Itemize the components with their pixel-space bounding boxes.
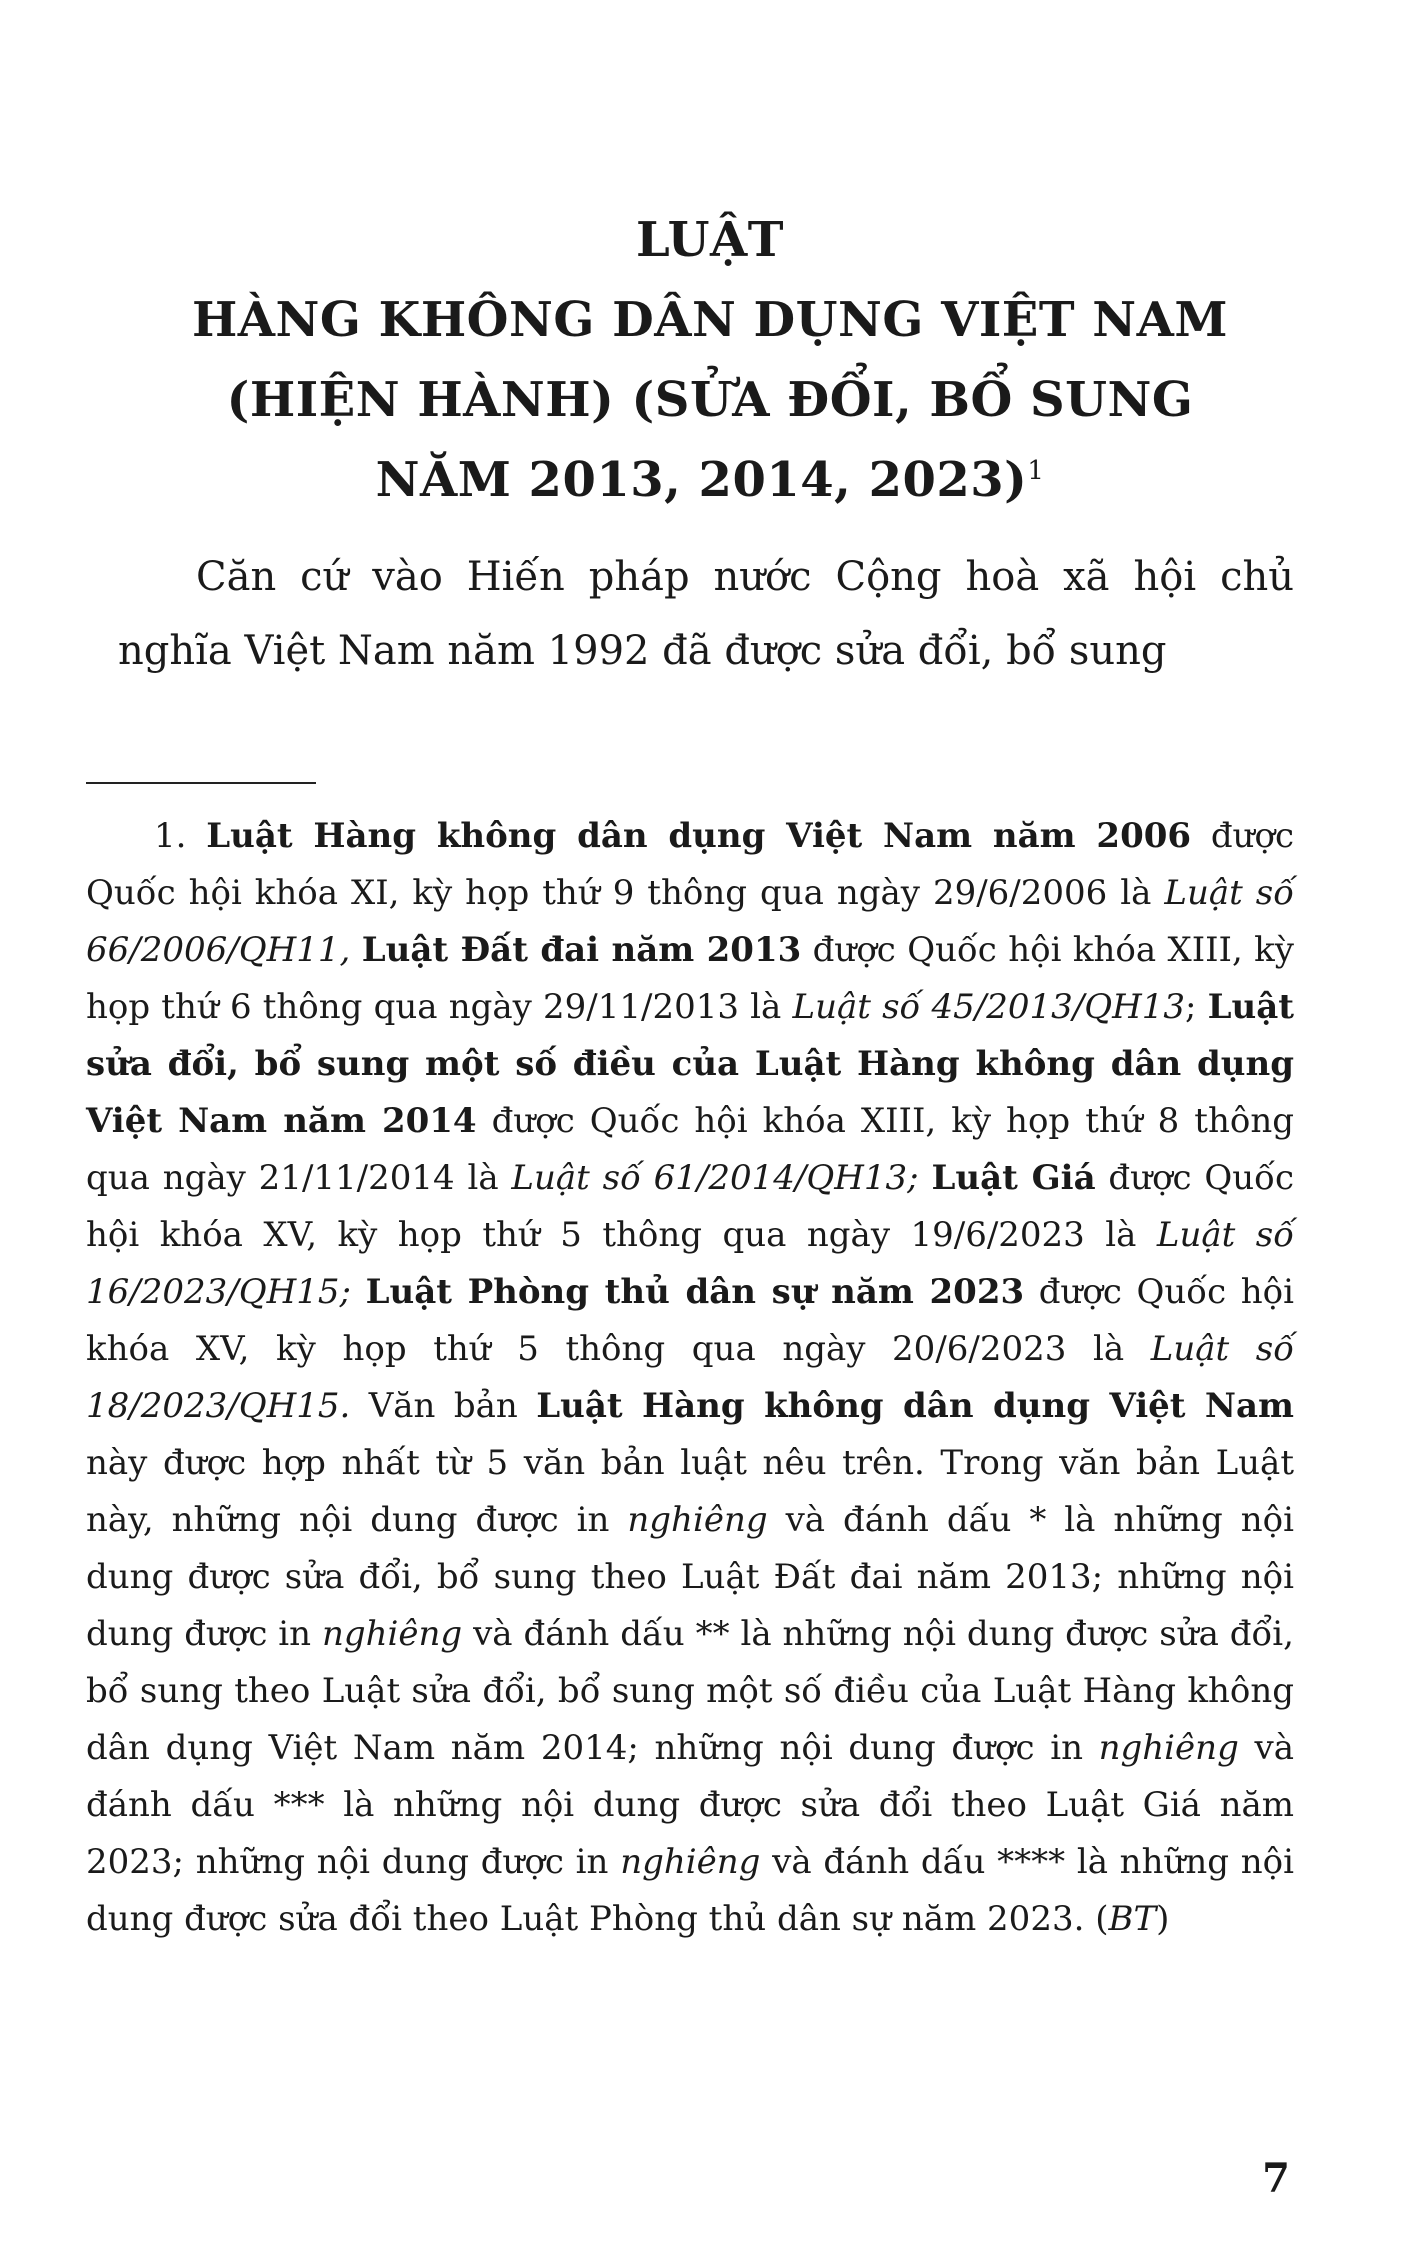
footnote-segment: Luật Giá: [931, 1158, 1096, 1198]
footnote-segment: này được hợp nhất từ 5 văn bản luật nêu trên. Trong văn bản Luật này, những nội dung được in: [86, 1443, 1294, 1540]
preamble-paragraph: Căn cứ vào Hiến pháp nước Cộng hoà xã hội chủ nghĩa Việt Nam năm 1992 đã được sửa đổi, bổ sung: [118, 554, 1294, 674]
footnote-segment: được Quốc hội khóa XV, kỳ họp thứ 5 thông qua ngày 20/6/2023 là: [86, 1272, 1295, 1369]
footnote-segment: Luật Hàng không dân dụng Việt Nam năm 2006: [206, 816, 1192, 856]
footnote-segment: Luật Phòng thủ dân sự năm 2023: [365, 1272, 1025, 1312]
footnote-segment: và đánh dấu **** là những nội dung được sửa đổi theo Luật Phòng thủ dân sự năm 2023. (: [86, 1842, 1294, 1939]
footnote-segment: [351, 1272, 366, 1312]
footnote-segment: Luật số 45/2013/QH13: [792, 987, 1185, 1027]
title-line-4-text: NĂM 2013, 2014, 2023): [375, 452, 1028, 508]
footnote-segment: nghiêng: [1098, 1728, 1239, 1768]
footnote-text: [86, 808, 1294, 1948]
footnote-segment: và đánh dấu ** là những nội dung được sửa đổi, bổ sung theo Luật sửa đổi, bổ sung một số điều của Luật Hàng không dân dụng Việt Nam năm 2014; những nội dung được in: [86, 1614, 1294, 1768]
title-line-4: [110, 440, 1310, 520]
footnote-segment: ): [1156, 1899, 1170, 1939]
footnote-segment: nghiêng: [627, 1500, 768, 1540]
footnote-segment: nghiêng: [620, 1842, 761, 1882]
footnote-segment: 1.: [154, 816, 207, 856]
footnote-segment: được Quốc hội khóa XV, kỳ họp thứ 5 thông qua ngày 19/6/2023 là: [86, 1158, 1295, 1255]
footnote-segment: và đánh dấu *** là những nội dung được sửa đổi theo Luật Giá năm 2023; những nội dung được in: [86, 1728, 1294, 1882]
footnote-reference: 1: [1027, 456, 1045, 486]
footnote-segment: và đánh dấu * là những nội dung được sửa đổi, bổ sung theo Luật Đất đai năm 2013; những nội dung được in: [86, 1500, 1294, 1654]
title-line-1: LUẬT: [636, 212, 784, 268]
footnote-segment: Luật sửa đổi, bổ sung một số điều của Luật Hàng không dân dụng Việt Nam năm 2014: [86, 987, 1295, 1141]
footnote-segment: Luật số 16/2023/QH15;: [86, 1215, 1294, 1312]
page-number: 7: [1262, 2155, 1290, 2202]
footnote-segment: được Quốc hội khóa XI, kỳ họp thứ 9 thông qua ngày 29/6/2006 là: [86, 816, 1295, 913]
footnote-separator: [86, 782, 316, 784]
footnote-segment: Luật số 18/2023/QH15.: [86, 1329, 1294, 1426]
footnote-segment: nghiêng: [321, 1614, 463, 1654]
title-line-3: (HIỆN HÀNH) (SỬA ĐỔI, BỔ SUNG: [226, 372, 1194, 428]
footnote-segment: BT: [1108, 1899, 1157, 1939]
footnote-segment: [350, 930, 361, 970]
footnote-segment: Luật số 66/2006/QH11,: [86, 873, 1294, 970]
footnote-segment: ;: [1185, 987, 1208, 1027]
footnote-segment: Văn bản: [350, 1386, 537, 1426]
law-title: [110, 200, 1310, 520]
footnote-segment: Luật Hàng không dân dụng Việt Nam: [536, 1386, 1295, 1426]
footnote-segment: Luật Đất đai năm 2013: [361, 930, 802, 970]
footnote-segment: được Quốc hội khóa XIII, kỳ họp thứ 6 thông qua ngày 29/11/2013 là: [86, 930, 1294, 1027]
footnote-segment: [919, 1158, 932, 1198]
footnote-segment: Luật số 61/2014/QH13;: [511, 1158, 919, 1198]
footnote-segment: được Quốc hội khóa XIII, kỳ họp thứ 8 thông qua ngày 21/11/2014 là: [86, 1101, 1294, 1198]
title-line-2: HÀNG KHÔNG DÂN DỤNG VIỆT NAM: [191, 292, 1229, 348]
